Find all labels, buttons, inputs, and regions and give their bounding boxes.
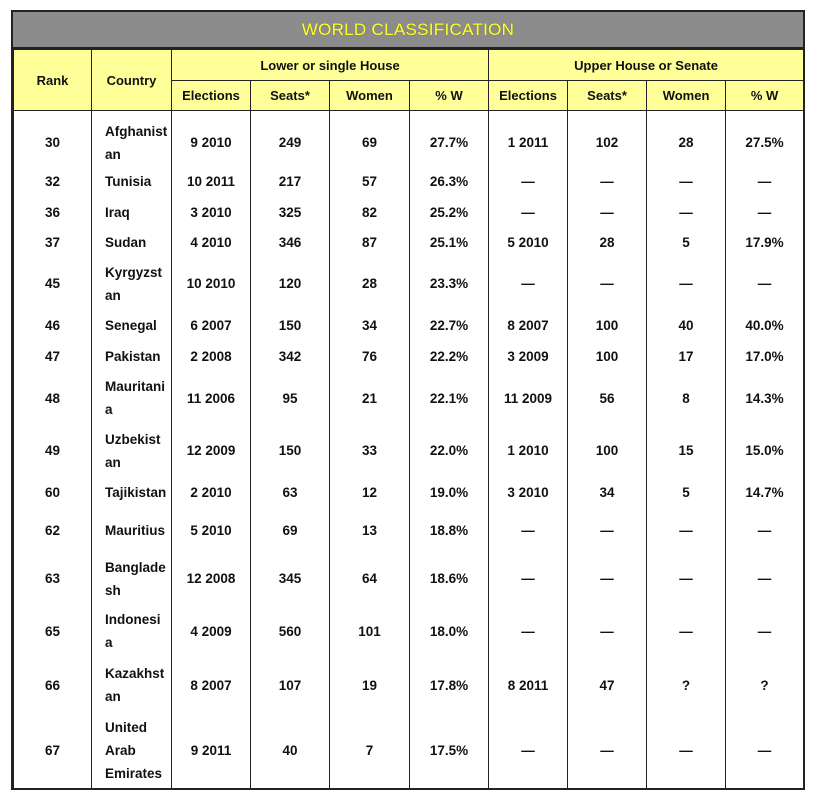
table-row — [14, 477, 804, 508]
cell-upper-women: — — [647, 553, 726, 605]
cell-lower-seats: 150 — [251, 425, 330, 477]
country-name-line: an — [105, 287, 121, 303]
cell-rank: 67 — [14, 713, 92, 789]
cell-lower-pct: 26.3% — [410, 167, 489, 197]
cell-upper-elections: 11 2009 — [489, 372, 568, 425]
country-name-line: Emirates — [105, 766, 163, 781]
cell-upper-elections: — — [489, 197, 568, 228]
cell-upper-pct: — — [726, 167, 804, 197]
cell-lower-elections: 6 2007 — [172, 310, 251, 341]
cell-upper-women: — — [647, 605, 726, 658]
header-rank: Rank — [14, 50, 92, 111]
cell-lower-women: 69 — [330, 111, 410, 167]
cell-upper-women: 15 — [647, 425, 726, 477]
cell-rank: 36 — [14, 197, 92, 228]
cell-upper-pct: 40.0% — [726, 310, 804, 341]
cell-rank: 46 — [14, 310, 92, 341]
cell-lower-elections: 9 2010 — [172, 111, 251, 167]
cell-upper-women: — — [647, 713, 726, 789]
cell-country — [92, 111, 172, 167]
cell-lower-pct: 18.8% — [410, 508, 489, 553]
classification-table-frame — [11, 10, 805, 790]
cell-upper-elections: 1 2011 — [489, 111, 568, 167]
cell-upper-seats: — — [568, 258, 647, 310]
cell-rank: 65 — [14, 605, 92, 658]
cell-country — [92, 553, 172, 605]
cell-upper-elections: — — [489, 167, 568, 197]
table-row — [14, 372, 804, 425]
cell-upper-elections: — — [489, 713, 568, 789]
table-row — [14, 228, 804, 258]
cell-upper-pct: 15.0% — [726, 425, 804, 477]
cell-lower-women: 12 — [330, 477, 410, 508]
cell-upper-pct: 27.5% — [726, 111, 804, 167]
header-lower-pct: % W — [410, 81, 489, 111]
country-name-line: Arab — [105, 743, 136, 758]
cell-lower-seats: 342 — [251, 341, 330, 372]
table-row — [14, 425, 804, 477]
cell-rank: 48 — [14, 372, 92, 425]
cell-upper-elections: 3 2010 — [489, 477, 568, 508]
cell-lower-seats: 95 — [251, 372, 330, 425]
table-body — [14, 111, 804, 789]
cell-upper-seats: — — [568, 508, 647, 553]
cell-upper-pct: — — [726, 713, 804, 789]
header-lower-women: Women — [330, 81, 410, 111]
cell-upper-women: ? — [647, 658, 726, 713]
cell-upper-pct: — — [726, 258, 804, 310]
cell-upper-seats: — — [568, 167, 647, 197]
header-lower-elections: Elections — [172, 81, 251, 111]
table-row — [14, 553, 804, 605]
cell-lower-pct: 22.7% — [410, 310, 489, 341]
cell-lower-pct: 27.7% — [410, 111, 489, 167]
cell-lower-seats: 217 — [251, 167, 330, 197]
cell-lower-women: 28 — [330, 258, 410, 310]
cell-upper-seats: 34 — [568, 477, 647, 508]
table-row — [14, 713, 804, 789]
cell-lower-elections: 10 2011 — [172, 167, 251, 197]
cell-upper-pct: — — [726, 553, 804, 605]
cell-lower-elections: 11 2006 — [172, 372, 251, 425]
classification-table — [13, 49, 804, 789]
cell-upper-seats: 100 — [568, 310, 647, 341]
cell-upper-pct: — — [726, 508, 804, 553]
header-upper-pct: % W — [726, 81, 804, 111]
country-name-line: Tajikistan — [105, 484, 167, 500]
table-row — [14, 508, 804, 553]
table-title: WORLD CLASSIFICATION — [301, 19, 515, 39]
cell-country — [92, 258, 172, 310]
cell-lower-seats: 150 — [251, 310, 330, 341]
cell-upper-pct: — — [726, 605, 804, 658]
cell-country — [92, 605, 172, 658]
cell-upper-elections: — — [489, 258, 568, 310]
cell-rank: 47 — [14, 341, 92, 372]
country-name-line: sh — [105, 582, 121, 598]
cell-lower-elections: 12 2009 — [172, 425, 251, 477]
country-name-line: a — [105, 402, 113, 417]
cell-upper-pct: — — [726, 197, 804, 228]
table-row — [14, 341, 804, 372]
cell-country — [92, 425, 172, 477]
cell-upper-elections: 8 2011 — [489, 658, 568, 713]
cell-lower-pct: 23.3% — [410, 258, 489, 310]
country-name-line: United — [105, 720, 147, 735]
cell-upper-seats: — — [568, 713, 647, 789]
country-name-line: Mauritani — [105, 379, 166, 394]
country-name-line: Indonesi — [105, 612, 161, 627]
cell-lower-pct: 22.1% — [410, 372, 489, 425]
cell-lower-seats: 325 — [251, 197, 330, 228]
cell-lower-elections: 2 2010 — [172, 477, 251, 508]
country-name-line: Afghanist — [105, 123, 168, 139]
cell-rank: 32 — [14, 167, 92, 197]
cell-upper-elections: — — [489, 553, 568, 605]
cell-country — [92, 197, 172, 228]
cell-upper-elections: — — [489, 605, 568, 658]
cell-upper-women: — — [647, 258, 726, 310]
cell-lower-elections: 12 2008 — [172, 553, 251, 605]
cell-lower-seats: 560 — [251, 605, 330, 658]
table-row — [14, 258, 804, 310]
cell-upper-elections: 5 2010 — [489, 228, 568, 258]
cell-lower-elections: 3 2010 — [172, 197, 251, 228]
cell-upper-elections: 8 2007 — [489, 310, 568, 341]
table-row — [14, 167, 804, 197]
cell-upper-pct: 14.3% — [726, 372, 804, 425]
cell-upper-seats: — — [568, 197, 647, 228]
country-name-line: an — [105, 689, 121, 704]
cell-country — [92, 658, 172, 713]
country-name-line: Kyrgyzst — [105, 264, 163, 280]
country-name-line: Tunisia — [105, 174, 152, 189]
cell-lower-seats: 63 — [251, 477, 330, 508]
cell-lower-women: 13 — [330, 508, 410, 553]
country-name-line: Kazakhst — [105, 666, 165, 681]
cell-rank: 62 — [14, 508, 92, 553]
country-name-line: Sudan — [105, 235, 147, 250]
cell-lower-seats: 249 — [251, 111, 330, 167]
cell-upper-women: 40 — [647, 310, 726, 341]
cell-rank: 37 — [14, 228, 92, 258]
cell-lower-pct: 25.1% — [410, 228, 489, 258]
cell-upper-women: — — [647, 167, 726, 197]
cell-upper-seats: 47 — [568, 658, 647, 713]
table-row — [14, 605, 804, 658]
cell-lower-elections: 5 2010 — [172, 508, 251, 553]
cell-upper-seats: 102 — [568, 111, 647, 167]
cell-country — [92, 508, 172, 553]
header-country: Country — [92, 50, 172, 111]
header-upper-women: Women — [647, 81, 726, 111]
cell-lower-elections: 9 2011 — [172, 713, 251, 789]
country-name-line: Iraq — [105, 204, 130, 220]
cell-lower-seats: 107 — [251, 658, 330, 713]
country-name-line: Mauritius — [105, 522, 166, 538]
cell-rank: 66 — [14, 658, 92, 713]
cell-lower-pct: 18.0% — [410, 605, 489, 658]
cell-lower-elections: 2 2008 — [172, 341, 251, 372]
cell-lower-seats: 345 — [251, 553, 330, 605]
cell-upper-elections: 1 2010 — [489, 425, 568, 477]
cell-country — [92, 341, 172, 372]
cell-lower-elections: 10 2010 — [172, 258, 251, 310]
cell-lower-pct: 17.5% — [410, 713, 489, 789]
cell-upper-seats: 28 — [568, 228, 647, 258]
country-name-line: Pakistan — [105, 348, 161, 364]
cell-lower-seats: 120 — [251, 258, 330, 310]
cell-upper-women: 5 — [647, 477, 726, 508]
country-name-line: Uzbekist — [105, 431, 161, 447]
country-name-line: an — [105, 454, 121, 470]
table-row — [14, 197, 804, 228]
cell-lower-women: 101 — [330, 605, 410, 658]
cell-country — [92, 713, 172, 789]
cell-upper-women: — — [647, 197, 726, 228]
header-lower-house: Lower or single House — [172, 50, 489, 81]
country-name-line: Senegal — [105, 317, 157, 333]
cell-upper-women: 5 — [647, 228, 726, 258]
cell-upper-elections: — — [489, 508, 568, 553]
cell-rank: 45 — [14, 258, 92, 310]
cell-upper-seats: 56 — [568, 372, 647, 425]
cell-upper-pct: ? — [726, 658, 804, 713]
cell-lower-pct: 22.2% — [410, 341, 489, 372]
cell-lower-pct: 25.2% — [410, 197, 489, 228]
cell-lower-elections: 4 2010 — [172, 228, 251, 258]
cell-upper-seats: 100 — [568, 425, 647, 477]
country-name-line: Banglade — [105, 559, 166, 575]
cell-rank: 60 — [14, 477, 92, 508]
cell-lower-seats: 346 — [251, 228, 330, 258]
cell-lower-women: 34 — [330, 310, 410, 341]
header-upper-seats: Seats* — [568, 81, 647, 111]
cell-lower-women: 33 — [330, 425, 410, 477]
cell-country — [92, 167, 172, 197]
cell-upper-pct: 17.0% — [726, 341, 804, 372]
table-row — [14, 658, 804, 713]
cell-upper-women: 17 — [647, 341, 726, 372]
cell-lower-women: 87 — [330, 228, 410, 258]
cell-upper-pct: 14.7% — [726, 477, 804, 508]
cell-country — [92, 228, 172, 258]
cell-upper-seats: — — [568, 553, 647, 605]
cell-upper-seats: 100 — [568, 341, 647, 372]
cell-lower-elections: 8 2007 — [172, 658, 251, 713]
cell-country — [92, 372, 172, 425]
cell-upper-women: — — [647, 508, 726, 553]
cell-country — [92, 310, 172, 341]
cell-lower-seats: 69 — [251, 508, 330, 553]
header-upper-house: Upper House or Senate — [489, 50, 804, 81]
cell-lower-women: 82 — [330, 197, 410, 228]
cell-lower-seats: 40 — [251, 713, 330, 789]
cell-rank: 49 — [14, 425, 92, 477]
header-upper-elections: Elections — [489, 81, 568, 111]
cell-upper-women: 8 — [647, 372, 726, 425]
table-row — [14, 310, 804, 341]
cell-lower-pct: 18.6% — [410, 553, 489, 605]
cell-lower-women: 21 — [330, 372, 410, 425]
table-row — [14, 111, 804, 167]
cell-lower-pct: 22.0% — [410, 425, 489, 477]
cell-upper-women: 28 — [647, 111, 726, 167]
country-name-line: an — [105, 146, 121, 162]
cell-lower-women: 76 — [330, 341, 410, 372]
cell-lower-pct: 19.0% — [410, 477, 489, 508]
cell-rank: 30 — [14, 111, 92, 167]
table-title-bar — [13, 12, 803, 49]
cell-lower-women: 64 — [330, 553, 410, 605]
cell-rank: 63 — [14, 553, 92, 605]
cell-upper-pct: 17.9% — [726, 228, 804, 258]
cell-country — [92, 477, 172, 508]
cell-lower-elections: 4 2009 — [172, 605, 251, 658]
cell-lower-women: 57 — [330, 167, 410, 197]
cell-upper-elections: 3 2009 — [489, 341, 568, 372]
country-name-line: a — [105, 635, 113, 650]
cell-lower-women: 19 — [330, 658, 410, 713]
cell-lower-women: 7 — [330, 713, 410, 789]
cell-lower-pct: 17.8% — [410, 658, 489, 713]
cell-upper-seats: — — [568, 605, 647, 658]
header-lower-seats: Seats* — [251, 81, 330, 111]
